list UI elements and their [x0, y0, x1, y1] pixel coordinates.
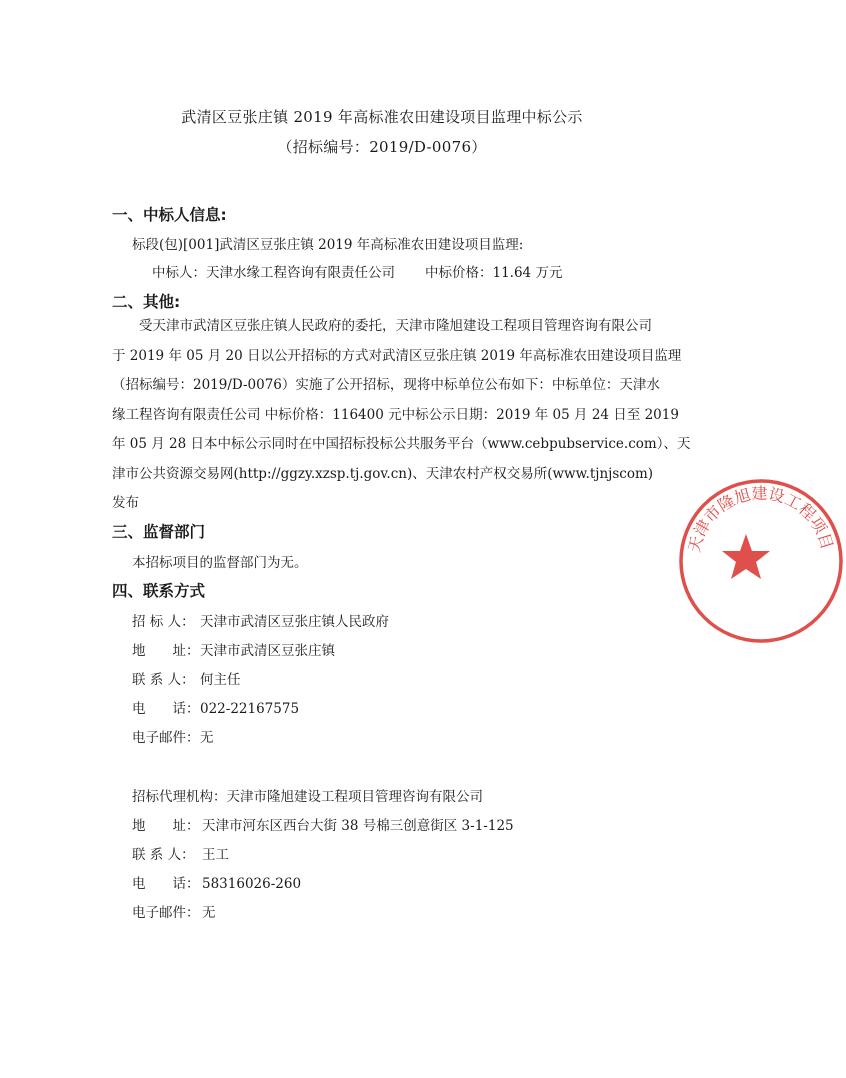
section-heading-other: 二、其他: [112, 293, 181, 311]
contact-label: 电 话： [132, 876, 200, 892]
contact-value: 无 [200, 730, 214, 746]
paragraph-line: 津市公共资源交易网(http://ggzy.xzsp.tj.gov.cn)、天津农村产权交易所(www.tjnjscom) [112, 465, 654, 482]
section-heading-contact: 四、联系方式 [112, 582, 206, 600]
tenderer-contact-row [132, 610, 389, 630]
contact-label: 联 系 人： [132, 847, 195, 863]
contact-value: 58316026-260 [202, 876, 302, 892]
contact-value: 022-22167575 [200, 701, 300, 717]
contact-value: 无 [202, 905, 216, 921]
contact-value: 天津市河东区西台大街 38 号棉三创意街区 3-1-125 [202, 818, 514, 834]
tender-number: （招标编号：2019/D-0076） [277, 138, 487, 156]
page-title: 武清区豆张庄镇 2019 年高标准农田建设项目监理中标公示 [181, 108, 583, 126]
winner-price: 中标价格：11.64 万元 [425, 265, 563, 281]
tenderer-contact-row [132, 639, 335, 659]
contact-label: 电 话： [132, 701, 200, 717]
contact-value: 何主任 [200, 672, 241, 688]
contact-value: 天津市武清区豆张庄镇 [200, 643, 335, 659]
announcement-paragraph [112, 312, 691, 519]
contact-label: 招标代理机构： [132, 789, 227, 805]
official-seal-icon [676, 476, 846, 646]
agency-contact-row [132, 872, 301, 892]
svg-text:天津市隆旭建设工程项目 [684, 484, 836, 554]
paragraph-line: 受天津市武清区豆张庄镇人民政府的委托，天津市隆旭建设工程项目管理咨询有限公司 [139, 318, 652, 334]
contact-label: 电子邮件： [132, 730, 200, 746]
contact-value: 王工 [202, 847, 229, 863]
tenderer-contact-row [132, 668, 241, 688]
agency-contact-row [132, 785, 483, 805]
agency-contact-row [132, 814, 514, 834]
supervision-text: 本招标项目的监督部门为无。 [132, 555, 308, 571]
contact-label: 电子邮件： [132, 905, 200, 921]
section-heading-supervision: 三、监督部门 [112, 523, 206, 541]
contact-label: 地 址： [132, 818, 200, 834]
paragraph-line: 发布 [112, 495, 139, 511]
contact-value: 天津市武清区豆张庄镇人民政府 [200, 614, 389, 630]
paragraph-line: 于 2019 年 05 月 20 日以公开招标的方式对武清区豆张庄镇 2019 年高标准农田建设项目监理 [112, 347, 682, 364]
lot-description: 标段(包)[001]武清区豆张庄镇 2019 年高标准农田建设项目监理: [132, 237, 524, 253]
star-icon [722, 534, 770, 579]
paragraph-line: 年 05 月 28 日本中标公示同时在中国招标投标公共服务平台（www.cebpubservice.com）、天 [112, 436, 691, 452]
tenderer-contact-row [132, 726, 214, 746]
contact-label: 招 标 人： [132, 614, 195, 630]
agency-contact-row [132, 843, 229, 863]
contact-label: 地 址： [132, 643, 200, 659]
seal-text: 天津市隆旭建设工程项目 [684, 483, 837, 555]
contact-label: 联 系 人： [132, 672, 195, 688]
paragraph-line: 缘工程咨询有限责任公司 中标价格：116400 元中标公示日期：2019 年 05 月 24 日至 2019 [112, 406, 679, 423]
tenderer-contact-row [132, 697, 299, 717]
winner-name: 中标人：天津水缘工程咨询有限责任公司 [152, 265, 395, 281]
agency-contact-row [132, 901, 216, 921]
contact-value: 天津市隆旭建设工程项目管理咨询有限公司 [226, 789, 483, 805]
paragraph-line: （招标编号：2019/D-0076）实施了公开招标，现将中标单位公布如下：中标单位：天津水 [112, 377, 660, 393]
section-heading-winner-info: 一、中标人信息: [112, 206, 227, 224]
